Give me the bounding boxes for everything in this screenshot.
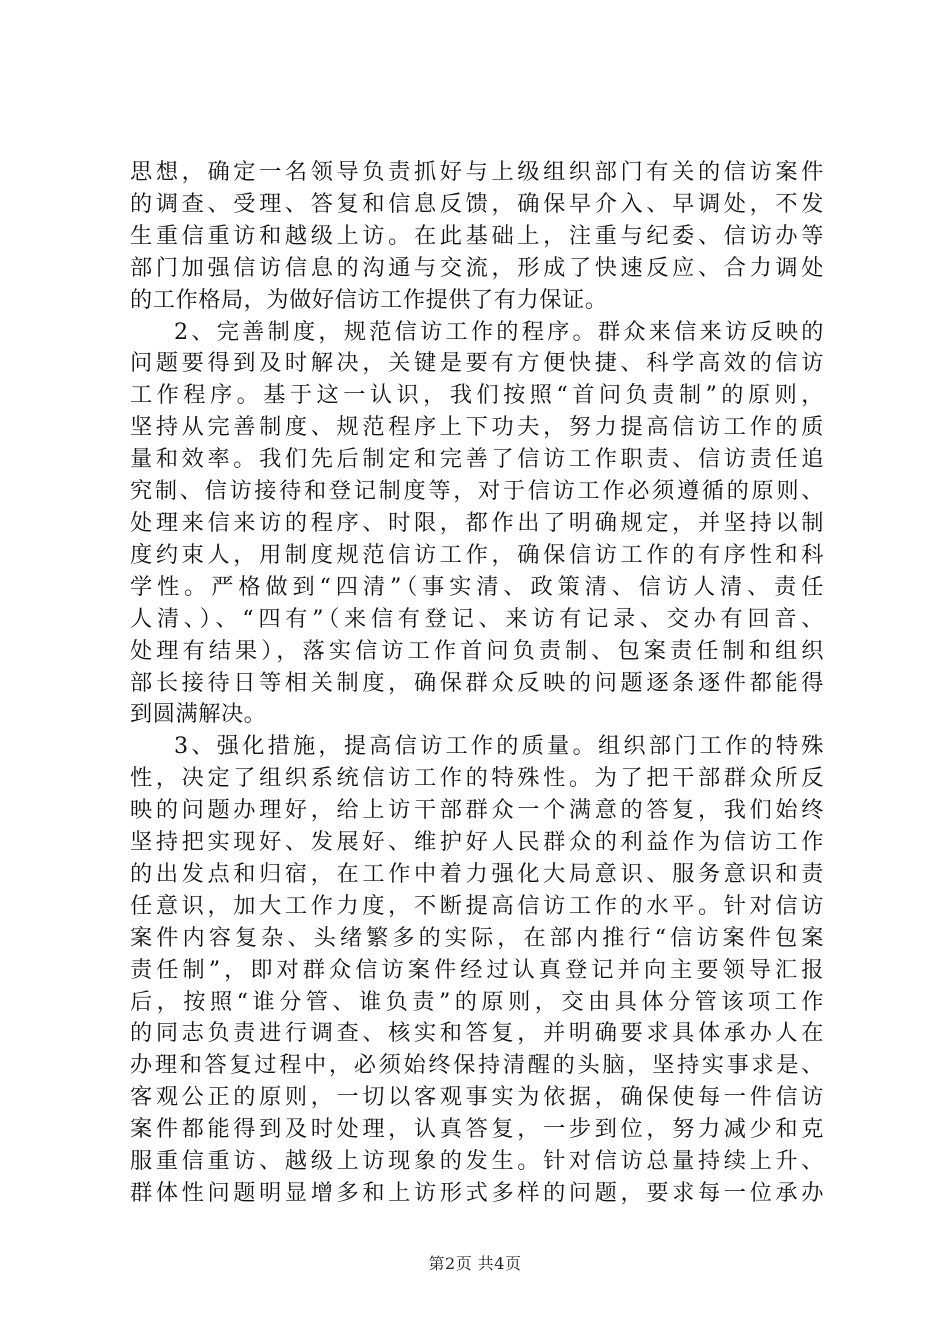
text-line: 2、完善制度，规范信访工作的程序。群众来信来访反映的 — [174, 318, 824, 345]
text-line: 坚持从完善制度、规范程序上下功夫，努力提高信访工作的质 — [130, 414, 824, 441]
text-line: 后，按照“谁分管、谁负责”的原则，交由具体分管该项工作 — [130, 988, 824, 1015]
text-line: 问题要得到及时解决，关键是要有方便快捷、科学高效的信访 — [130, 350, 824, 377]
text-line: 性，决定了组织系统信访工作的特殊性。为了把干部群众所反 — [130, 765, 824, 792]
page-number-footer: 第2页 共4页 — [428, 1254, 522, 1273]
text-line: 客观公正的原则，一切以客观事实为依据，确保使每一件信访 — [130, 1084, 824, 1111]
text-line: 度约束人，用制度规范信访工作，确保信访工作的有序性和科 — [130, 541, 824, 568]
paragraph-2 — [130, 317, 824, 732]
text-line: 坚持把实现好、发展好、维护好人民群众的利益作为信访工作 — [130, 829, 824, 856]
text-line: 的出发点和归宿，在工作中着力强化大局意识、服务意识和责 — [130, 860, 824, 887]
text-line: 思想，确定一名领导负责抓好与上级组织部门有关的信访案件 — [130, 159, 824, 185]
text-line: 3、强化措施，提高信访工作的质量。组织部门工作的特殊 — [174, 733, 824, 760]
text-line: 到圆满解决。 — [130, 701, 267, 728]
text-line: 部门加强信访信息的沟通与交流，形成了快速反应、合力调处 — [130, 254, 824, 281]
text-line: 工作程序。基于这一认识，我们按照“首问负责制”的原则， — [130, 382, 824, 409]
text-line: 案件内容复杂、头绪繁多的实际，在部内推行“信访案件包案 — [130, 924, 824, 951]
text-line: 生重信重访和越级上访。在此基础上，注重与纪委、信访办等 — [130, 222, 824, 249]
text-line: 案件都能得到及时处理，认真答复，一步到位，努力减少和克 — [130, 1116, 824, 1143]
text-line: 任意识，加大工作力度，不断提高信访工作的水平。针对信访 — [130, 892, 824, 919]
text-line: 的同志负责进行调查、核实和答复，并明确要求具体承办人在 — [130, 1020, 824, 1047]
text-line: 处理来信来访的程序、时限，都作出了明确规定，并坚持以制 — [130, 509, 824, 536]
paragraph-3 — [130, 731, 824, 1210]
paragraph-1 — [130, 157, 824, 317]
text-line: 服重信重访、越级上访现象的发生。针对信访总量持续上升、 — [130, 1148, 824, 1175]
text-line: 的调查、受理、答复和信息反馈，确保早介入、早调处，不发 — [130, 190, 824, 217]
text-line: 部长接待日等相关制度，确保群众反映的问题逐条逐件都能得 — [130, 669, 824, 696]
text-line: 学性。严格做到“四清”（事实清、政策清、信访人清、责任 — [130, 573, 824, 600]
text-line: 的工作格局，为做好信访工作提供了有力保证。 — [130, 286, 608, 313]
text-line: 处理有结果），落实信访工作首问负责制、包案责任制和组织 — [130, 637, 824, 664]
text-line: 究制、信访接待和登记制度等，对于信访工作必须遵循的原则、 — [130, 478, 824, 505]
text-line: 映的问题办理好，给上访干部群众一个满意的答复，我们始终 — [130, 797, 824, 824]
document-body — [130, 157, 824, 1210]
text-line: 办理和答复过程中，必须始终保持清醒的头脑，坚持实事求是、 — [130, 1052, 824, 1079]
text-line: 群体性问题明显增多和上访形式多样的问题，要求每一位承办 — [130, 1180, 824, 1206]
text-line: 量和效率。我们先后制定和完善了信访工作职责、信访责任追 — [130, 446, 824, 473]
text-line: 人清、）、“四有”（来信有登记、来访有记录、交办有回音、 — [130, 605, 824, 632]
text-line: 责任制”，即对群众信访案件经过认真登记并向主要领导汇报 — [130, 956, 824, 983]
